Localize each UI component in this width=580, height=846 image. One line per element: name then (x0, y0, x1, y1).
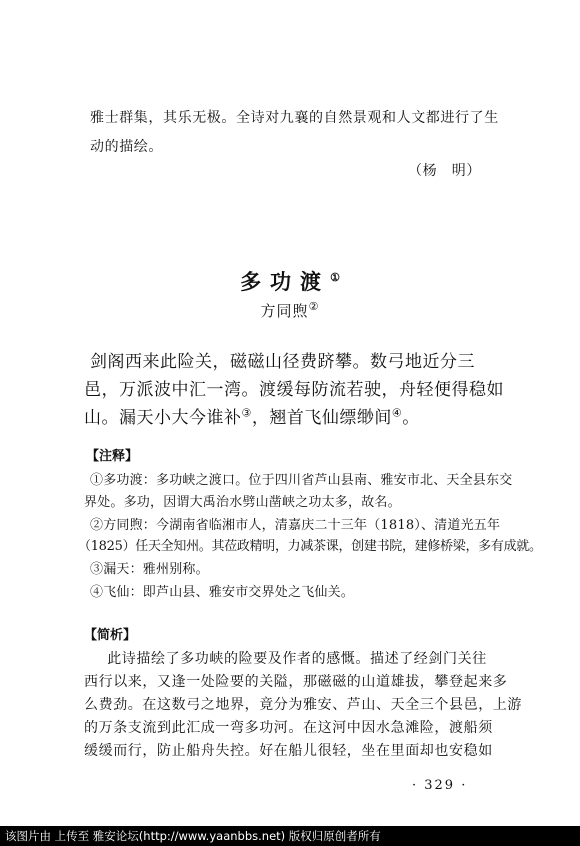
note-line: ①多功渡：多功峡之渡口。位于四川省芦山县南、雅安市北、天全县东交 (90, 473, 513, 488)
analysis-line: 的万条支流到此汇成一弯多功河。在这河中因水急滩险，渡船须 (84, 720, 493, 736)
note-line: ③漏天：雅州别称。 (90, 562, 209, 577)
poem-line: 剑阁西来此险关，磁磁山径费跻攀。数弓地近分三 (90, 352, 475, 372)
note-line: ②方同煦：今湖南省临湘市人，清嘉庆二十三年（1818）、清道光五年 (90, 518, 501, 533)
intro-signature: （杨 明） (408, 163, 481, 179)
footnote-mark: ① (330, 271, 340, 284)
footnote-mark: ④ (391, 406, 403, 420)
analysis-heading: 【简析】 (84, 628, 137, 643)
note-line: ④飞仙：即芦山县、雅安市交界处之飞仙关。 (90, 585, 355, 600)
note-line: 界处。多功，因谓大禹治水劈山凿峡之功太多，故名。 (84, 495, 401, 510)
analysis-line: 么费劲。在这数弓之地界，竟分为雅安、芦山、天全三个县邑，上游 (84, 697, 522, 713)
footer-bar: 该图片由 上传至 雅安论坛(http://www.yaanbbs.net) 版权归原创者所有 (0, 826, 580, 846)
poem-author: 方同煦② (260, 300, 320, 320)
poem-line: 邑，万派波中汇一湾。渡缓每防流若驶，舟轻便得稳如 (84, 380, 504, 400)
footnote-mark: ② (308, 300, 320, 313)
note-line: （1825）任天全知州。其莅政精明，力减茶课，创建书院，建修桥梁，多有成就。 (78, 539, 542, 554)
footnote-mark: ③ (241, 406, 252, 420)
intro-line: 动的描绘。 (90, 139, 163, 155)
notes-heading: 【注释】 (86, 449, 139, 464)
analysis-line: 此诗描绘了多功峡的险要及作者的感慨。描述了经剑门关往 (78, 651, 487, 667)
poem-title: 多功渡① (240, 269, 340, 294)
page-number: · 329 · (412, 778, 468, 793)
intro-line: 雅士群集，其乐无极。全诗对九襄的自然景观和人文都进行了生 (90, 110, 499, 126)
analysis-line: 西行以来，又逢一处险要的关隘，那磁磁的山道雄拔，攀登起来多 (84, 674, 508, 690)
poem-line: 山。漏天小大今谁补③，翘首飞仙缥缈间④。 (84, 406, 420, 428)
analysis-line: 缓缓而行，防止船舟失控。好在船儿很轻，坐在里面却也安稳如 (84, 743, 493, 759)
